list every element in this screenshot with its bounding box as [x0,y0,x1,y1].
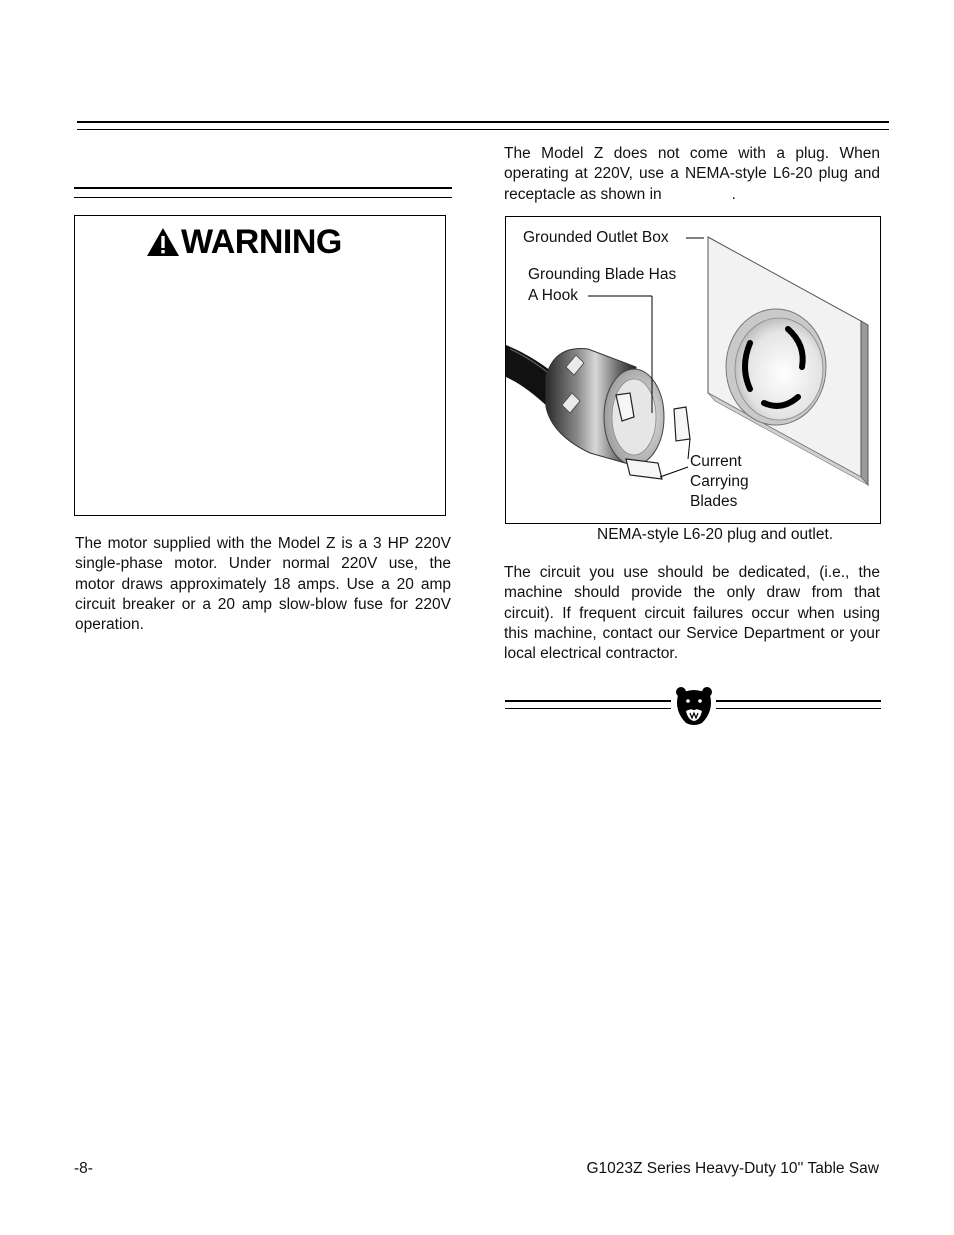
warning-box [74,215,446,516]
motor-paragraph [75,534,451,635]
label-grounding-blade-line1: Grounding Blade Has [528,265,676,286]
bear-head-icon [674,685,714,727]
label-grounding-blade-line2: A Hook [528,286,578,307]
divider-right-thin [716,708,881,709]
intro-paragraph [504,144,880,205]
warning-header [145,222,342,262]
intro-text: The Model Z does not come with a plug. When operating at 220V, use a NEMA-style L6-20 plug and receptacle as shown in [504,145,880,203]
figure-caption: NEMA-style L6-20 plug and outlet. [597,526,834,543]
warning-title: WARNING [181,222,342,261]
left-section-rule-thin [74,197,452,198]
warning-triangle-icon [145,226,181,258]
left-section-rule-thick [74,187,452,189]
divider-left-thick [505,700,671,702]
header-rule-thick [77,121,889,123]
intro-text-end: . [731,185,736,203]
label-current-line2: Carrying [690,472,749,493]
divider-left-thin [505,708,671,709]
manual-title: G1023Z Series Heavy-Duty 10'' Table Saw [586,1160,879,1177]
label-current-line3: Blades [690,492,737,513]
divider-right-thick [716,700,881,702]
plug-outlet-figure [505,216,881,524]
page-number: -8- [74,1160,93,1177]
circuit-paragraph [504,563,880,664]
circuit-paragraph-text: The circuit you use should be dedicated, (i.e., the machine should provide the only draw from that circuit). If frequent circuit failures occur when using this machine, contact our Service Department or your local electrical contractor. [504,564,880,663]
label-outlet-box: Grounded Outlet Box [523,228,669,249]
motor-paragraph-text: The motor supplied with the Model Z is a 3 HP 220V single-phase motor. Under normal 220V use, the motor draws approximately 18 amps. Use a 20 amp circuit breaker or a 20 amp slow-blow fuse for 220V operation. [75,535,451,634]
header-rule-thin [77,129,889,130]
label-current-line1: Current [690,452,742,473]
